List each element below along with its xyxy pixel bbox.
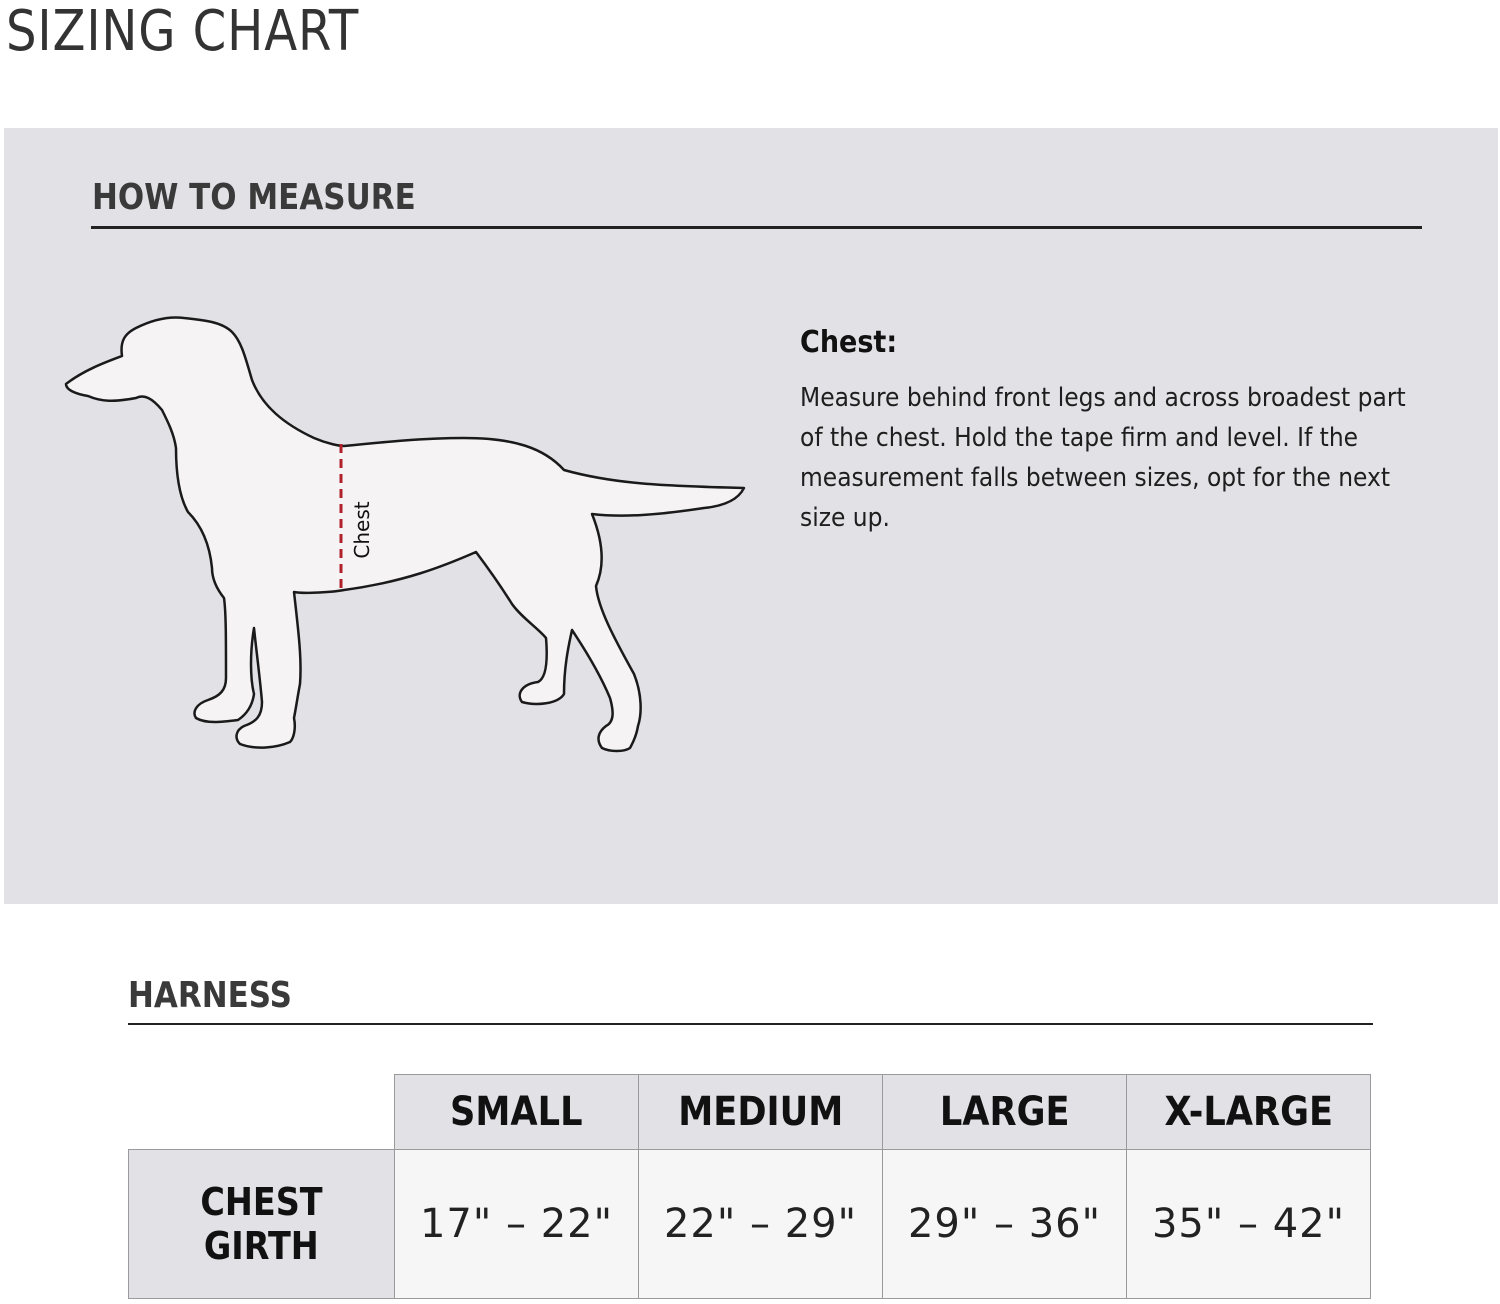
empty-corner-cell <box>129 1075 395 1150</box>
page-title: SIZING CHART <box>6 0 360 64</box>
small-chest-value: 17" – 22" <box>395 1150 639 1299</box>
how-to-measure-heading: HOW TO MEASURE <box>92 177 416 218</box>
size-header-row <box>129 1075 1371 1150</box>
dog-outline <box>66 317 744 751</box>
chest-label: Chest: <box>800 325 898 360</box>
harness-divider <box>128 1023 1373 1025</box>
chest-girth-row <box>129 1150 1371 1299</box>
medium-chest-value: 22" – 29" <box>639 1150 883 1299</box>
size-small-header: SMALL <box>395 1075 639 1150</box>
dog-silhouette-diagram <box>44 298 764 798</box>
how-to-measure-panel <box>4 128 1498 904</box>
harness-size-table <box>128 1074 1371 1299</box>
heading-divider <box>91 226 1422 229</box>
size-medium-header: MEDIUM <box>639 1075 883 1150</box>
chest-girth-label: CHEST GIRTH <box>129 1150 395 1299</box>
chest-diagram-label: Chest <box>350 501 374 559</box>
xlarge-chest-value: 35" – 42" <box>1127 1150 1371 1299</box>
chest-description: Measure behind front legs and across broadest part of the chest. Hold the tape firm and level. If the measurement falls between sizes, opt for the next size up. <box>800 383 1406 533</box>
size-large-header: LARGE <box>883 1075 1127 1150</box>
size-xlarge-header: X-LARGE <box>1127 1075 1371 1150</box>
large-chest-value: 29" – 36" <box>883 1150 1127 1299</box>
harness-heading: HARNESS <box>128 975 292 1016</box>
